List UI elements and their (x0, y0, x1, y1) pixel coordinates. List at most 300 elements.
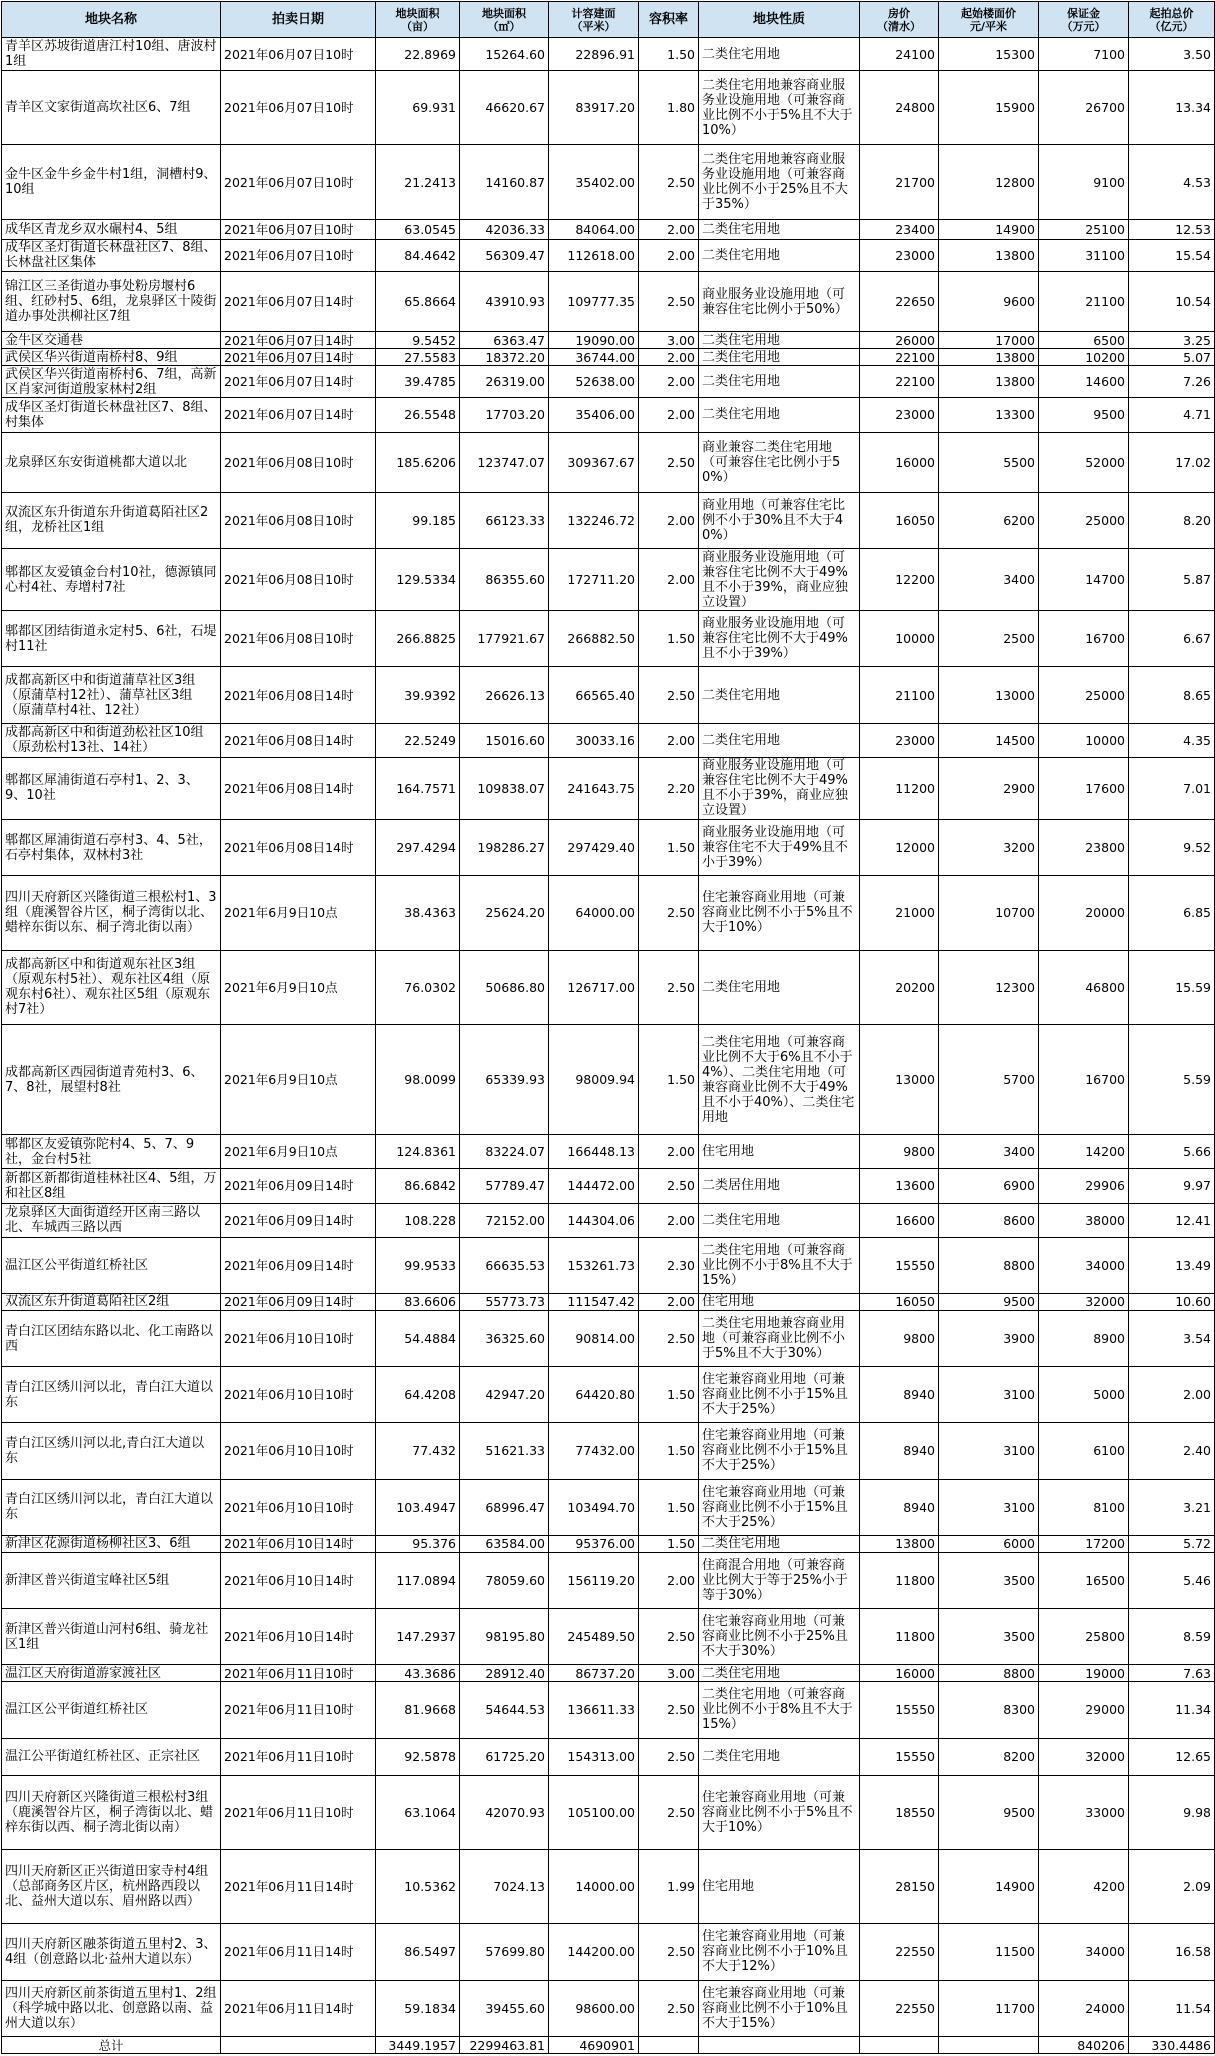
cell-floor-price: 13800 (939, 239, 1039, 271)
cell-house-price: 10000 (860, 611, 939, 667)
cell-auction-date: 2021年06月07日10时 (221, 38, 376, 71)
cell-buildable-area: 126717.00 (549, 950, 639, 1024)
cell-plot-name: 新津区普兴街道山河村6组、骑龙社区1组 (2, 1609, 221, 1665)
cell-plot-ratio: 2.50 (639, 1924, 699, 1980)
cell-area-m2: 42036.33 (460, 219, 549, 239)
table-row (2, 1135, 1215, 1169)
cell-deposit: 14700 (1039, 548, 1129, 610)
cell-total-price: 6.85 (1129, 876, 1215, 950)
table-row (2, 757, 1215, 819)
cell-plot-name: 成华区青龙乡双水碾村4、5组 (2, 219, 221, 239)
cell-buildable-area: 98600.00 (549, 1980, 639, 2036)
cell-plot-name: 成华区圣灯街道长林盘社区7、8组、村集体 (2, 398, 221, 432)
cell-plot-name: 金牛区金牛乡金牛村1组，洞槽村9、10组 (2, 145, 221, 219)
cell-plot-name: 郫都区团结街道永定村5、6社，石堤村11社 (2, 611, 221, 667)
cell-buildable-area: 83917.20 (549, 71, 639, 145)
cell-buildable-area: 136611.33 (549, 1682, 639, 1738)
cell-area-m2: 109838.07 (460, 757, 549, 819)
cell-auction-date: 2021年06月11日14时 (221, 1924, 376, 1980)
cell-area-mu: 108.228 (376, 1203, 460, 1237)
cell-floor-price: 13300 (939, 398, 1039, 432)
cell-house-price: 23400 (860, 219, 939, 239)
cell-total-price: 4.35 (1129, 723, 1215, 757)
cell-total-price: 17.02 (1129, 432, 1215, 492)
cell-auction-date: 2021年06月08日10时 (221, 548, 376, 610)
cell-auction-date: 2021年06月07日14时 (221, 349, 376, 366)
cell-buildable-area: 86737.20 (549, 1665, 639, 1682)
cell-area-m2: 57699.80 (460, 1924, 549, 1980)
cell-house-price: 9800 (860, 1310, 939, 1366)
cell-buildable-area: 64420.80 (549, 1367, 639, 1423)
cell-house-price: 11800 (860, 1552, 939, 1608)
cell-buildable-area: 64000.00 (549, 876, 639, 950)
cell-plot-name: 成都高新区中和街道蒲草社区3组（原蒲草村12社）、蒲草社区3组（原蒲草村4社、12社） (2, 667, 221, 723)
cell-area-mu: 27.5583 (376, 349, 460, 366)
cell-deposit: 24000 (1039, 1980, 1129, 2036)
cell-floor-price: 15300 (939, 38, 1039, 71)
cell-plot-name: 成都高新区西园街道青苑村3、6、7、8社，展望村8社 (2, 1024, 221, 1134)
cell-buildable-area: 77432.00 (549, 1423, 639, 1479)
cell-plot-name: 新都区新都街道桂林社区4、5组，万和社区8组 (2, 1169, 221, 1203)
cell-area-mu: 84.4642 (376, 239, 460, 271)
cell-plot-ratio: 2.50 (639, 432, 699, 492)
cell-auction-date: 2021年06月10日10时 (221, 1310, 376, 1366)
cell-floor-price: 17000 (939, 332, 1039, 349)
table-row (2, 1775, 1215, 1849)
cell-plot-ratio: 3.00 (639, 1665, 699, 1682)
table-row (2, 1367, 1215, 1423)
cell-buildable-area: 144200.00 (549, 1924, 639, 1980)
cell-floor-price: 12300 (939, 950, 1039, 1024)
cell-buildable-area: 36744.00 (549, 349, 639, 366)
cell-area-mu: 117.0894 (376, 1552, 460, 1608)
cell-area-mu: 69.931 (376, 71, 460, 145)
cell-deposit: 38000 (1039, 1203, 1129, 1237)
cell-plot-name: 新津区普兴街道宝峰社区5组 (2, 1552, 221, 1608)
cell-total-price: 13.49 (1129, 1237, 1215, 1293)
cell-house-price: 12000 (860, 820, 939, 876)
cell-deposit: 31100 (1039, 239, 1129, 271)
cell-total-price: 10.60 (1129, 1293, 1215, 1310)
header-floor-price: 起始楼面价 元/平米 (939, 2, 1039, 38)
cell-total-price: 7.26 (1129, 366, 1215, 398)
cell-area-m2: 63584.00 (460, 1535, 549, 1552)
cell-deposit: 52000 (1039, 432, 1129, 492)
cell-total-price: 16.58 (1129, 1924, 1215, 1980)
cell-auction-date: 2021年06月10日14时 (221, 1535, 376, 1552)
cell-deposit: 17600 (1039, 757, 1129, 819)
cell-plot-ratio: 1.80 (639, 71, 699, 145)
cell-deposit: 21100 (1039, 271, 1129, 331)
cell-area-m2: 50686.80 (460, 950, 549, 1024)
cell-area-mu: 164.7571 (376, 757, 460, 819)
cell-area-m2: 36325.60 (460, 1310, 549, 1366)
cell-deposit: 26700 (1039, 71, 1129, 145)
header-total-price: 起拍总价 （亿元） (1129, 2, 1215, 38)
cell-house-price: 16000 (860, 432, 939, 492)
cell-plot-ratio: 2.00 (639, 723, 699, 757)
cell-auction-date: 2021年6月9日10点 (221, 876, 376, 950)
cell-land-use: 住宅用地 (699, 1135, 860, 1169)
cell-land-use: 二类住宅用地 (699, 239, 860, 271)
cell-auction-date: 2021年06月10日10时 (221, 1367, 376, 1423)
cell-house-price: 22550 (860, 1980, 939, 2036)
cell-plot-name: 温江区公平街道红桥社区 (2, 1237, 221, 1293)
cell-plot-name: 龙泉驿区大面街道经开区南三路以北、车城西三路以西 (2, 1203, 221, 1237)
cell-plot-ratio: 2.00 (639, 398, 699, 432)
cell-plot-ratio: 2.50 (639, 1609, 699, 1665)
cell-auction-date: 2021年06月08日14时 (221, 820, 376, 876)
cell-total-price: 15.59 (1129, 950, 1215, 1024)
cell-house-price: 15550 (860, 1738, 939, 1775)
header-row (2, 2, 1215, 38)
cell-area-mu: 99.9533 (376, 1237, 460, 1293)
cell-land-use: 商业服务业设施用地（可兼容住宅比例不大于49%且不小于39%，商业应独立设置） (699, 757, 860, 819)
cell-deposit: 29906 (1039, 1169, 1129, 1203)
cell-total-price: 10.54 (1129, 271, 1215, 331)
cell-plot-ratio: 2.00 (639, 1135, 699, 1169)
cell-land-use: 住宅用地 (699, 1850, 860, 1924)
cell-plot-name: 温江公平街道红桥社区、正宗社区 (2, 1738, 221, 1775)
cell-area-m2: 98195.80 (460, 1609, 549, 1665)
cell-buildable-area: 95376.00 (549, 1535, 639, 1552)
cell-floor-price: 11500 (939, 1924, 1039, 1980)
table-row (2, 71, 1215, 145)
cell-floor-price: 3400 (939, 1135, 1039, 1169)
cell-buildable-area: 166448.13 (549, 1135, 639, 1169)
table-row (2, 1665, 1215, 1682)
cell-house-price: 8940 (860, 1479, 939, 1535)
table-row (2, 876, 1215, 950)
cell-land-use: 商业服务业设施用地（可兼容住宅比例不大于49%且不小于39%） (699, 611, 860, 667)
cell-land-use: 二类住宅用地（可兼容商业比例不小于8%且不大于15%） (699, 1237, 860, 1293)
cell-floor-price: 3100 (939, 1479, 1039, 1535)
cell-deposit: 29000 (1039, 1682, 1129, 1738)
cell-auction-date: 2021年06月09日14时 (221, 1203, 376, 1237)
cell-auction-date: 2021年06月07日14时 (221, 332, 376, 349)
header-auction-date: 拍卖日期 (221, 2, 376, 38)
cell-area-mu: 63.0545 (376, 219, 460, 239)
header-deposit: 保证金 （万元） (1039, 2, 1129, 38)
cell-area-m2: 25624.20 (460, 876, 549, 950)
cell-total-price: 12.53 (1129, 219, 1215, 239)
cell-plot-name: 四川天府新区融茶街道五里村2、3、4组（创意路以北·益州大道以东） (2, 1924, 221, 1980)
total-row (2, 2037, 1215, 2054)
cell-total-price: 3.25 (1129, 332, 1215, 349)
cell-area-m2: 26319.00 (460, 366, 549, 398)
cell-buildable-area: 112618.00 (549, 239, 639, 271)
table-row (2, 820, 1215, 876)
cell-plot-ratio: 2.20 (639, 757, 699, 819)
cell-auction-date: 2021年06月07日10时 (221, 219, 376, 239)
cell-plot-ratio: 2.50 (639, 876, 699, 950)
cell-area-mu: 43.3686 (376, 1665, 460, 1682)
cell-buildable-area: 35402.00 (549, 145, 639, 219)
cell-total-price: 3.21 (1129, 1479, 1215, 1535)
cell-deposit: 46800 (1039, 950, 1129, 1024)
cell-floor-price: 3500 (939, 1552, 1039, 1608)
cell-floor-price: 14900 (939, 219, 1039, 239)
cell-area-m2: 61725.20 (460, 1738, 549, 1775)
cell-area-mu: 95.376 (376, 1535, 460, 1552)
cell-total-price: 3.50 (1129, 38, 1215, 71)
table-row (2, 492, 1215, 548)
cell-plot-ratio: 2.50 (639, 1980, 699, 2036)
cell-total-price: 8.59 (1129, 1609, 1215, 1665)
cell-area-mu: 38.4363 (376, 876, 460, 950)
cell-area-m2: 18372.20 (460, 349, 549, 366)
cell-floor-price: 9600 (939, 271, 1039, 331)
cell-area-m2: 198286.27 (460, 820, 549, 876)
cell-land-use: 二类住宅用地 (699, 667, 860, 723)
cell-plot-name: 青羊区文家街道高坎社区6、7组 (2, 71, 221, 145)
cell-buildable-area: 105100.00 (549, 1775, 639, 1849)
cell-plot-name: 四川天府新区兴隆街道三根松村3组（鹿溪智谷片区，桐子湾街以北、蜡梓东街以西、桐子湾北街以南） (2, 1775, 221, 1849)
cell-total-price: 4.71 (1129, 398, 1215, 432)
cell-floor-price: 12800 (939, 145, 1039, 219)
cell-house-price: 24100 (860, 38, 939, 71)
cell-area-m2: 42070.93 (460, 1775, 549, 1849)
cell-floor-price: 3100 (939, 1423, 1039, 1479)
cell-land-use: 二类住宅用地（可兼容商业比例不大于6%且不小于4%）、二类住宅用地（可兼容商业比例不大于49%且不小于40%）、二类住宅用地 (699, 1024, 860, 1134)
cell-plot-name: 锦江区三圣街道办事处粉房堰村6组、红砂村5、6组，龙泉驿区十陵街道办事处洪柳社区7组 (2, 271, 221, 331)
cell-land-use: 二类居住用地 (699, 1169, 860, 1203)
cell-deposit: 6500 (1039, 332, 1129, 349)
cell-plot-name: 郫都区犀浦街道石亭村1、2、3、9、10社 (2, 757, 221, 819)
total-empty-date (221, 2037, 376, 2054)
cell-plot-ratio: 2.00 (639, 1552, 699, 1608)
cell-plot-name: 温江区天府街道游家渡社区 (2, 1665, 221, 1682)
cell-area-m2: 46620.67 (460, 71, 549, 145)
cell-buildable-area: 266882.50 (549, 611, 639, 667)
table-row (2, 1609, 1215, 1665)
cell-auction-date: 2021年06月10日10时 (221, 1423, 376, 1479)
cell-deposit: 14600 (1039, 366, 1129, 398)
cell-deposit: 23800 (1039, 820, 1129, 876)
cell-area-m2: 14160.87 (460, 145, 549, 219)
table-row (2, 398, 1215, 432)
cell-area-mu: 21.2413 (376, 145, 460, 219)
cell-plot-ratio: 2.50 (639, 1775, 699, 1849)
cell-area-m2: 51621.33 (460, 1423, 549, 1479)
cell-area-m2: 78059.60 (460, 1552, 549, 1608)
cell-area-mu: 65.8664 (376, 271, 460, 331)
cell-floor-price: 3100 (939, 1367, 1039, 1423)
total-label: 总计 (2, 2037, 221, 2054)
cell-house-price: 9800 (860, 1135, 939, 1169)
cell-total-price: 6.67 (1129, 611, 1215, 667)
cell-plot-name: 四川天府新区前茶街道五里村1、2组（科学城中路以北、创意路以南、益州大道以东） (2, 1980, 221, 2036)
cell-floor-price: 3400 (939, 548, 1039, 610)
cell-plot-ratio: 3.00 (639, 332, 699, 349)
cell-buildable-area: 153261.73 (549, 1237, 639, 1293)
cell-area-mu: 147.2937 (376, 1609, 460, 1665)
table-row (2, 1237, 1215, 1293)
cell-auction-date: 2021年06月10日14时 (221, 1609, 376, 1665)
cell-area-mu: 266.8825 (376, 611, 460, 667)
cell-area-mu: 81.9668 (376, 1682, 460, 1738)
cell-area-m2: 68996.47 (460, 1479, 549, 1535)
cell-plot-ratio: 1.50 (639, 1024, 699, 1134)
cell-plot-name: 四川天府新区正兴街道田家寺村4组（总部商务区片区，杭州路西段以北、益州大道以东、眉州路以西） (2, 1850, 221, 1924)
cell-auction-date: 2021年06月10日10时 (221, 1479, 376, 1535)
cell-area-mu: 297.4294 (376, 820, 460, 876)
table-row (2, 1423, 1215, 1479)
cell-auction-date: 2021年06月10日14时 (221, 1552, 376, 1608)
cell-deposit: 14200 (1039, 1135, 1129, 1169)
cell-plot-ratio: 2.50 (639, 145, 699, 219)
cell-house-price: 26000 (860, 332, 939, 349)
cell-house-price: 22100 (860, 349, 939, 366)
cell-deposit: 7100 (1039, 38, 1129, 71)
cell-area-mu: 39.4785 (376, 366, 460, 398)
cell-auction-date: 2021年6月9日10点 (221, 950, 376, 1024)
cell-plot-ratio: 2.00 (639, 548, 699, 610)
cell-plot-name: 成都高新区中和街道劲松社区10组（原劲松村13社、14社） (2, 723, 221, 757)
cell-house-price: 21000 (860, 876, 939, 950)
cell-area-mu: 77.432 (376, 1423, 460, 1479)
cell-auction-date: 2021年06月11日10时 (221, 1775, 376, 1849)
cell-buildable-area: 52638.00 (549, 366, 639, 398)
total-empty-floor-price (939, 2037, 1039, 2054)
cell-plot-ratio: 1.50 (639, 1367, 699, 1423)
cell-total-price: 5.07 (1129, 349, 1215, 366)
table-row (2, 667, 1215, 723)
cell-house-price: 13800 (860, 1535, 939, 1552)
cell-total-price: 9.97 (1129, 1169, 1215, 1203)
cell-deposit: 25000 (1039, 492, 1129, 548)
cell-area-mu: 86.5497 (376, 1924, 460, 1980)
cell-house-price: 15550 (860, 1237, 939, 1293)
cell-land-use: 二类住宅用地 (699, 398, 860, 432)
cell-total-price: 2.09 (1129, 1850, 1215, 1924)
cell-deposit: 34000 (1039, 1924, 1129, 1980)
cell-plot-name: 郫都区友爱镇金台村10社，德源镇同心村4社、寿增村7社 (2, 548, 221, 610)
cell-auction-date: 2021年06月08日14时 (221, 667, 376, 723)
cell-plot-ratio: 2.00 (639, 492, 699, 548)
cell-house-price: 12200 (860, 548, 939, 610)
cell-buildable-area: 90814.00 (549, 1310, 639, 1366)
cell-buildable-area: 35406.00 (549, 398, 639, 432)
cell-auction-date: 2021年06月07日14时 (221, 398, 376, 432)
cell-deposit: 9100 (1039, 145, 1129, 219)
cell-buildable-area: 172711.20 (549, 548, 639, 610)
cell-land-use: 二类住宅用地 (699, 1203, 860, 1237)
cell-house-price: 13600 (860, 1169, 939, 1203)
cell-area-mu: 39.9392 (376, 667, 460, 723)
cell-house-price: 21100 (860, 667, 939, 723)
cell-plot-ratio: 2.50 (639, 271, 699, 331)
table-row (2, 1310, 1215, 1366)
cell-area-m2: 15264.60 (460, 38, 549, 71)
cell-deposit: 32000 (1039, 1293, 1129, 1310)
cell-plot-ratio: 2.30 (639, 1237, 699, 1293)
cell-plot-ratio: 1.50 (639, 38, 699, 71)
cell-floor-price: 2500 (939, 611, 1039, 667)
cell-area-m2: 83224.07 (460, 1135, 549, 1169)
cell-house-price: 8940 (860, 1423, 939, 1479)
cell-total-price: 9.52 (1129, 820, 1215, 876)
cell-deposit: 4200 (1039, 1850, 1129, 1924)
table-row (2, 1552, 1215, 1608)
cell-floor-price: 14500 (939, 723, 1039, 757)
cell-total-price: 3.54 (1129, 1310, 1215, 1366)
cell-plot-ratio: 1.50 (639, 1535, 699, 1552)
cell-house-price: 28150 (860, 1850, 939, 1924)
cell-auction-date: 2021年06月07日10时 (221, 239, 376, 271)
cell-land-use: 住宅兼容商业用地（可兼容商业比例不小于15%且不大于25%） (699, 1423, 860, 1479)
cell-area-mu: 22.8969 (376, 38, 460, 71)
cell-house-price: 15550 (860, 1682, 939, 1738)
cell-area-mu: 54.4884 (376, 1310, 460, 1366)
cell-area-m2: 66635.53 (460, 1237, 549, 1293)
cell-buildable-area: 111547.42 (549, 1293, 639, 1310)
cell-area-m2: 6363.47 (460, 332, 549, 349)
table-row (2, 1980, 1215, 2036)
cell-floor-price: 6000 (939, 1535, 1039, 1552)
cell-floor-price: 13800 (939, 349, 1039, 366)
table-row (2, 1293, 1215, 1310)
cell-deposit: 8900 (1039, 1310, 1129, 1366)
cell-plot-ratio: 1.50 (639, 1423, 699, 1479)
cell-area-m2: 7024.13 (460, 1850, 549, 1924)
cell-plot-name: 青白江区绣川河以北，青白江大道以东 (2, 1367, 221, 1423)
cell-plot-name: 青白江区绣川河以北，青白江大道以东 (2, 1479, 221, 1535)
cell-plot-name: 郫都区犀浦街道石亭村3、4、5社，石亭村集体，双林村3社 (2, 820, 221, 876)
cell-area-mu: 9.5452 (376, 332, 460, 349)
cell-house-price: 23000 (860, 398, 939, 432)
cell-plot-name: 青白江区团结东路以北、化工南路以西 (2, 1310, 221, 1366)
table-row (2, 1203, 1215, 1237)
header-buildable-area: 计容建面 （平米） (549, 2, 639, 38)
cell-buildable-area: 14000.00 (549, 1850, 639, 1924)
cell-area-m2: 42947.20 (460, 1367, 549, 1423)
cell-area-mu: 64.4208 (376, 1367, 460, 1423)
cell-total-price: 15.54 (1129, 239, 1215, 271)
cell-plot-name: 青羊区苏坡街道唐江村10组、唐波村1组 (2, 38, 221, 71)
cell-land-use: 商业用地（可兼容住宅比例不小于30%且不大于40%） (699, 492, 860, 548)
header-plot-ratio: 容积率 (639, 2, 699, 38)
cell-deposit: 8100 (1039, 1479, 1129, 1535)
table-row (2, 1479, 1215, 1535)
cell-auction-date: 2021年06月07日14时 (221, 366, 376, 398)
cell-plot-ratio: 2.00 (639, 366, 699, 398)
cell-floor-price: 8200 (939, 1738, 1039, 1775)
cell-area-m2: 123747.07 (460, 432, 549, 492)
cell-buildable-area: 132246.72 (549, 492, 639, 548)
cell-auction-date: 2021年06月07日14时 (221, 271, 376, 331)
cell-total-price: 7.01 (1129, 757, 1215, 819)
cell-house-price: 16050 (860, 1293, 939, 1310)
cell-floor-price: 9500 (939, 1293, 1039, 1310)
table-row (2, 1850, 1215, 1924)
cell-auction-date: 2021年6月9日10点 (221, 1024, 376, 1134)
table-row (2, 1169, 1215, 1203)
cell-plot-name: 金牛区交通巷 (2, 332, 221, 349)
cell-area-m2: 17703.20 (460, 398, 549, 432)
cell-buildable-area: 98009.94 (549, 1024, 639, 1134)
cell-buildable-area: 156119.20 (549, 1552, 639, 1608)
table-row (2, 239, 1215, 271)
cell-auction-date: 2021年06月08日14时 (221, 723, 376, 757)
cell-plot-ratio: 2.00 (639, 349, 699, 366)
cell-total-price: 7.63 (1129, 1665, 1215, 1682)
table-row (2, 219, 1215, 239)
cell-floor-price: 6200 (939, 492, 1039, 548)
table-row (2, 723, 1215, 757)
cell-house-price: 18550 (860, 1775, 939, 1849)
cell-house-price: 20200 (860, 950, 939, 1024)
